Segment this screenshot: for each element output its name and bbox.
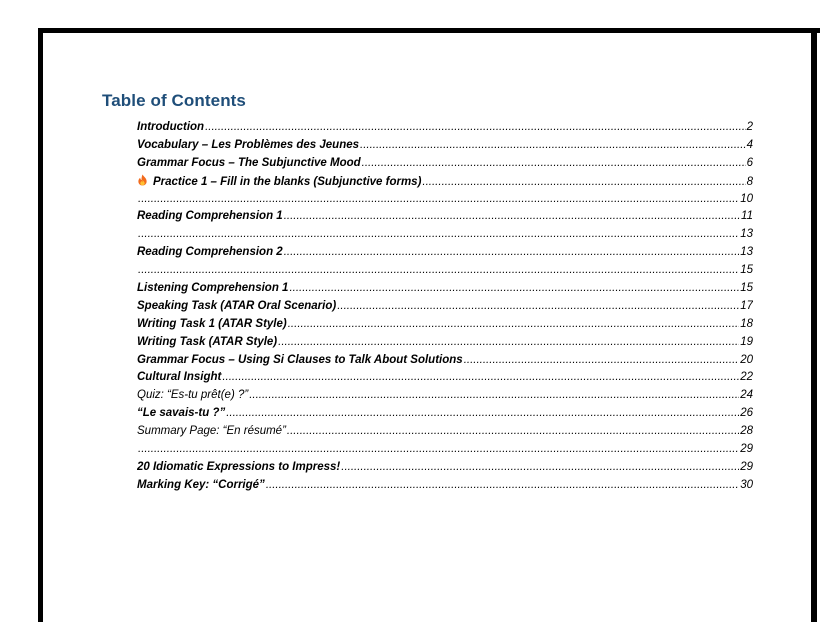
toc-leader-dots xyxy=(422,175,745,189)
toc-leader-dots xyxy=(138,442,739,456)
toc-page-number: 13 xyxy=(740,228,753,241)
toc-leader-dots xyxy=(249,388,739,402)
page-border-left xyxy=(38,28,43,622)
toc-entry-title xyxy=(137,120,204,134)
toc-entry[interactable] xyxy=(137,353,753,371)
toc-entry[interactable] xyxy=(137,227,753,245)
toc-page-number: 8 xyxy=(746,175,753,188)
toc-leader-dots xyxy=(341,460,739,474)
toc-leader-dots xyxy=(284,245,740,259)
page-border-top xyxy=(38,28,820,33)
toc-entry-title xyxy=(137,156,361,170)
toc-leader-dots xyxy=(138,227,739,241)
toc-page-number: 30 xyxy=(740,478,753,491)
toc-leader-dots xyxy=(464,353,740,367)
toc-entry[interactable] xyxy=(137,192,753,210)
toc-page-number: 11 xyxy=(741,210,753,223)
toc-list xyxy=(137,120,753,496)
toc-page-number: 6 xyxy=(746,156,753,169)
toc-entry[interactable] xyxy=(137,460,753,478)
toc-leader-dots xyxy=(337,299,739,313)
toc-page-number: 18 xyxy=(740,317,753,330)
toc-entry-label: 20 Idiomatic Expressions to Impress! xyxy=(137,460,341,473)
toc-entry-label: Vocabulary – Les Problèmes des Jeunes xyxy=(137,138,360,151)
toc-entry-label: Reading Comprehension 1 xyxy=(137,210,283,223)
toc-leader-dots xyxy=(284,209,740,223)
toc-page-number: 28 xyxy=(740,425,753,438)
toc-entry-label: Grammar Focus – The Subjunctive Mood xyxy=(137,156,361,169)
toc-entry[interactable] xyxy=(137,478,753,496)
toc-entry[interactable] xyxy=(137,317,753,335)
toc-entry[interactable] xyxy=(137,388,753,406)
toc-entry-label: Summary Page: “En résumé” xyxy=(137,425,286,438)
toc-leader-dots xyxy=(278,335,739,349)
toc-entry-title xyxy=(137,335,277,349)
toc-entry[interactable] xyxy=(137,370,753,388)
toc-leader-dots xyxy=(205,120,746,134)
toc-entry-title xyxy=(137,317,287,331)
toc-entry-title xyxy=(137,370,221,384)
toc-entry-label: Cultural Insight xyxy=(137,371,222,384)
toc-page-number: 22 xyxy=(740,371,753,384)
toc-entry-title xyxy=(137,138,359,152)
toc-page-number: 17 xyxy=(740,299,753,312)
toc-page-number: 19 xyxy=(740,335,753,348)
toc-page-number: 13 xyxy=(740,246,753,259)
toc-entry-label: Reading Comprehension 2 xyxy=(137,246,283,259)
toc-entry-label: Marking Key: “Corrigé” xyxy=(137,478,265,491)
toc-entry[interactable] xyxy=(137,299,753,317)
toc-entry[interactable] xyxy=(137,424,753,442)
toc-page-number: 4 xyxy=(746,138,753,151)
toc-entry[interactable] xyxy=(137,335,753,353)
toc-entry-label: Speaking Task (ATAR Oral Scenario) xyxy=(137,299,337,312)
toc-leader-dots xyxy=(360,138,746,152)
toc-entry-title xyxy=(137,209,283,223)
toc-entry[interactable] xyxy=(137,442,753,460)
toc-entry-title xyxy=(137,478,265,492)
toc-entry-title xyxy=(137,281,288,295)
toc-entry[interactable] xyxy=(137,209,753,227)
toc-entry-label: Writing Task (ATAR Style) xyxy=(137,335,278,348)
toc-entry[interactable] xyxy=(137,156,753,174)
toc-entry[interactable] xyxy=(137,406,753,424)
page-border-right xyxy=(811,28,817,622)
toc-page-number: 10 xyxy=(740,192,753,205)
toc-leader-dots xyxy=(287,424,739,438)
toc-entry-title xyxy=(137,174,421,189)
toc-page-number: 24 xyxy=(740,389,753,402)
toc-entry-label: Practice 1 – Fill in the blanks (Subjunctive forms) xyxy=(153,175,422,188)
fire-icon xyxy=(137,174,148,186)
toc-page-number: 15 xyxy=(740,264,753,277)
toc-entry[interactable] xyxy=(137,245,753,263)
toc-leader-dots xyxy=(222,370,739,384)
toc-leader-dots xyxy=(288,317,739,331)
toc-entry-title xyxy=(137,424,286,438)
toc-entry-label: Quiz: “Es-tu prêt(e) ?” xyxy=(137,389,249,402)
toc-entry[interactable] xyxy=(137,263,753,281)
toc-page-number: 29 xyxy=(740,443,753,456)
toc-entry-title xyxy=(137,353,463,367)
toc-entry[interactable] xyxy=(137,120,753,138)
toc-leader-dots xyxy=(226,406,739,420)
toc-page-number: 26 xyxy=(740,407,753,420)
toc-leader-dots xyxy=(138,192,739,206)
toc-entry[interactable] xyxy=(137,281,753,299)
toc-leader-dots xyxy=(266,478,739,492)
toc-leader-dots xyxy=(362,156,746,170)
toc-page-number: 2 xyxy=(746,121,753,133)
toc-entry-label: Introduction xyxy=(137,121,205,133)
toc-entry-label: Writing Task 1 (ATAR Style) xyxy=(137,317,287,330)
toc-entry-title xyxy=(137,299,336,313)
toc-entry-title xyxy=(137,388,248,402)
toc-leader-dots xyxy=(138,263,739,277)
toc-entry-label: “Le savais-tu ?” xyxy=(137,407,226,420)
toc-entry[interactable] xyxy=(137,174,753,192)
toc-leader-dots xyxy=(289,281,739,295)
toc-title: Table of Contents xyxy=(102,91,246,110)
toc-page-number: 20 xyxy=(740,353,753,366)
toc-entry-label: Grammar Focus – Using Si Clauses to Talk About Solutions xyxy=(137,353,463,366)
toc-entry-label: Listening Comprehension 1 xyxy=(137,282,289,295)
toc-entry-title xyxy=(137,245,283,259)
toc-entry[interactable] xyxy=(137,138,753,156)
toc-entry-title xyxy=(137,460,340,474)
toc-entry-title xyxy=(137,406,225,420)
toc-page-number: 29 xyxy=(740,460,753,473)
toc-page-number: 15 xyxy=(740,282,753,295)
